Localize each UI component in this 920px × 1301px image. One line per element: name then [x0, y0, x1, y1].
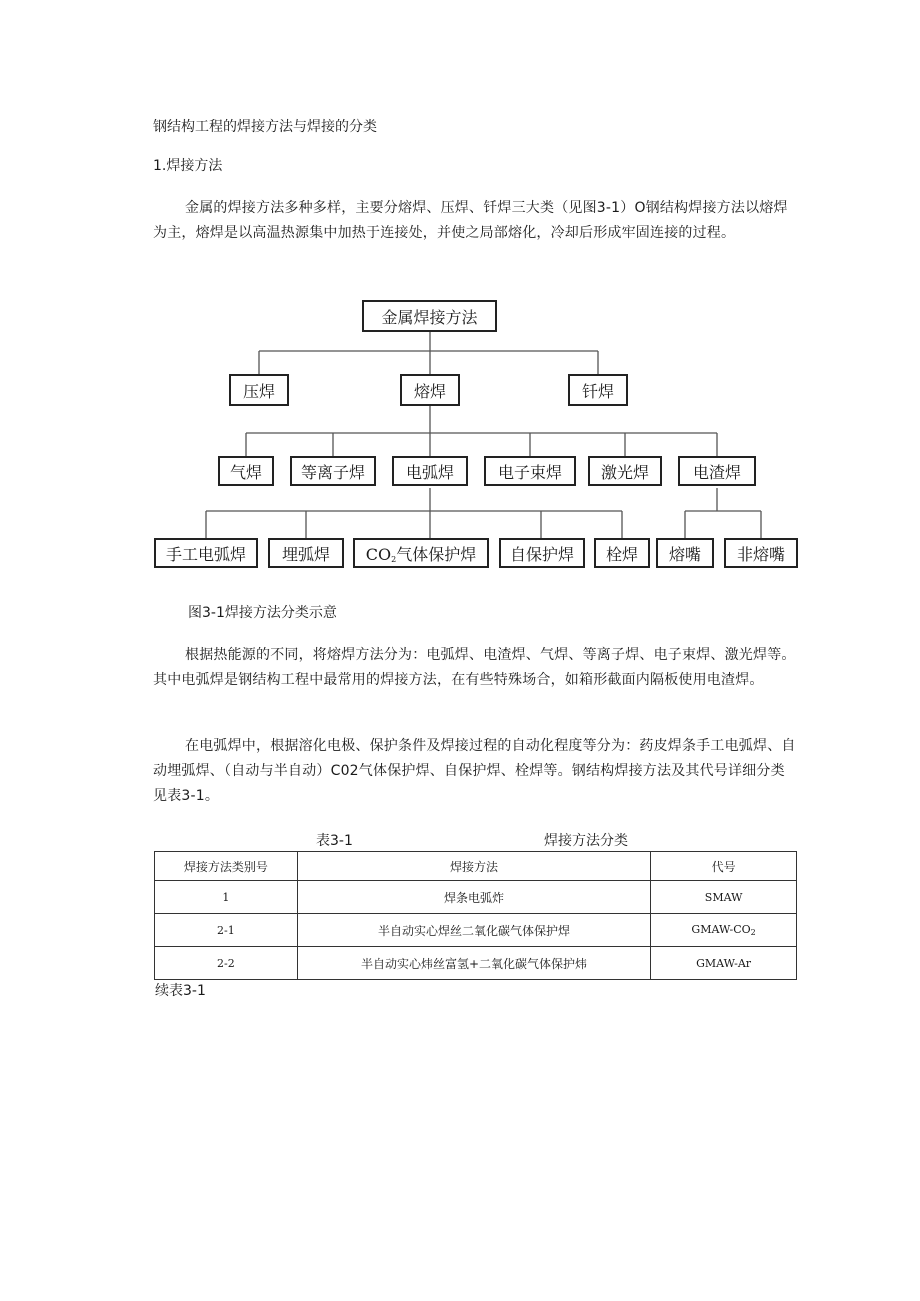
node-gas-welding: 气焊 [218, 456, 274, 486]
table-row [155, 881, 797, 914]
node-plasma-welding: 等离子焊 [290, 456, 376, 486]
table-continued-label: 续表3-1 [155, 983, 206, 999]
cell-number: 2-2 [155, 947, 298, 980]
node-non-consumable-nozzle: 非熔嘴 [724, 538, 798, 568]
table-row [155, 914, 797, 947]
section-heading: 1.焊接方法 [153, 158, 223, 174]
heat-source-paragraph: 根据热能源的不同，将熔焊方法分为：电弧焊、电渣焊、气焊、等离子焊、电子束焊、激光焊等。其中电弧焊是钢结构工程中最常用的焊接方法，在有些特殊场合，如箱形截面内隔板使用电渣焊。 [153, 647, 796, 688]
node-fusion-welding: 熔焊 [400, 374, 460, 406]
cell-method: 半自动实心焊丝二氧化碳气体保护焊 [297, 914, 650, 947]
table-number: 表3-1 [316, 833, 353, 849]
cell-number: 2-1 [155, 914, 298, 947]
node-pressure-welding: 压焊 [229, 374, 289, 406]
welding-methods-table [154, 851, 797, 980]
node-electron-beam-welding: 电子束焊 [484, 456, 576, 486]
arc-welding-paragraph: 在电弧焊中，根据溶化电极、保护条件及焊接过程的自动化程度等分为：药皮焊条手工电弧焊、自动埋弧焊、（自动与半自动）C02气体保护焊、自保护焊、栓焊等。钢结构焊接方法及其代号详细分类见表3-1。 [153, 738, 796, 804]
node-stud-welding: 栓焊 [594, 538, 650, 568]
cell-code: GMAW-Ar [651, 947, 797, 980]
document-title: 钢结构工程的焊接方法与焊接的分类 [153, 119, 377, 135]
co2-label: $CO_2$气体保护焊 [365, 544, 477, 564]
node-laser-welding: 激光焊 [588, 456, 662, 486]
node-consumable-nozzle: 熔嘴 [656, 538, 714, 568]
cell-method: 焊条电弧炸 [297, 881, 650, 914]
node-brazing: 钎焊 [568, 374, 628, 406]
cell-code: SMAW [651, 881, 797, 914]
node-self-shielded-welding: 自保护焊 [499, 538, 585, 568]
header-category-number: 焊接方法类别号 [155, 852, 298, 881]
cell-code: GMAW-$CO_2$ [651, 914, 797, 947]
cell-number: 1 [155, 881, 298, 914]
node-metal-welding-methods: 金属焊接方法 [362, 300, 497, 332]
cell-method: 半自动实心炜丝富氢+二氧化碳气体保护炜 [297, 947, 650, 980]
node-electroslag-welding: 电渣焊 [678, 456, 756, 486]
table-title: 焊接方法分类 [544, 833, 628, 849]
node-co2-gas-shielded-welding [353, 538, 489, 568]
figure-caption: 图3-1焊接方法分类示意 [188, 605, 337, 621]
header-method: 焊接方法 [297, 852, 650, 881]
node-submerged-arc-welding: 埋弧焊 [268, 538, 344, 568]
header-code: 代号 [651, 852, 797, 881]
intro-paragraph: 金属的焊接方法多种多样，主要分熔焊、压焊、钎焊三大类（见图3-1）O钢结构焊接方法以熔焊为主，熔焊是以高温热源集中加热于连接处，并使之局部熔化，冷却后形成牢固连接的过程。 [153, 200, 788, 241]
node-arc-welding: 电弧焊 [392, 456, 468, 486]
table-header-row [155, 852, 797, 881]
table-row [155, 947, 797, 980]
node-manual-arc-welding: 手工电弧焊 [154, 538, 258, 568]
